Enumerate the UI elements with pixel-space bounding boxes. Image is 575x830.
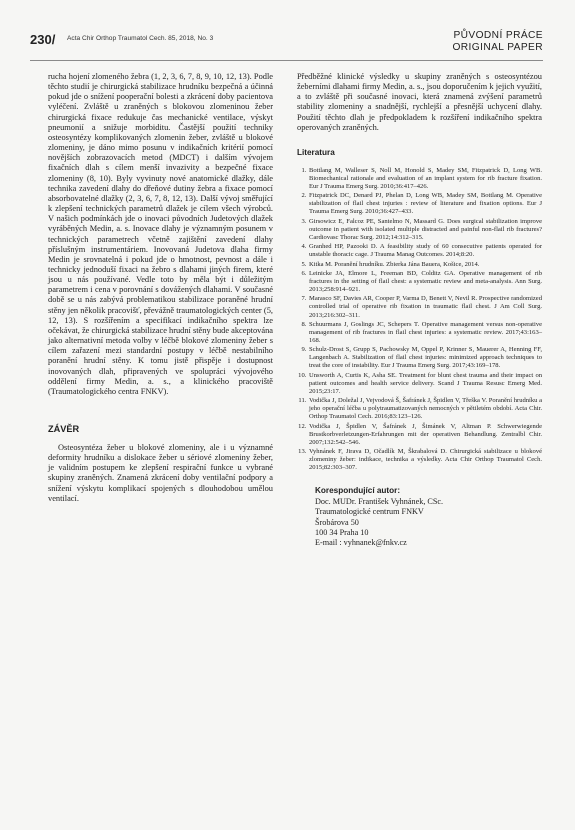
reference-item: 13. Vyhnánek F, Jirava D, Očadlík M, Škrabalová D. Chirurgická stabilizace u blokové zlomeniny žeber: indikace, technika a výsledky. Acta Chir Orthop Traumatol Cech. 2015;82:303–307.: [308, 448, 542, 472]
article-type-en: ORIGINAL PAPER: [452, 41, 543, 53]
conclusion-paragraph: Osteosyntéza žeber u blokové zlomeniny, ale i u významné deformity hrudníku a dislokace žeber u sériové zlomeniny žeber, je validním postupem ke zlepšení respirační funkce u vybrané skupiny zraněných. Znamená zkrácení doby ventilační podpory a snížení výskytu komplikací spojených s dlouhodobou umělou ventilací.: [48, 443, 273, 503]
institution: Traumatologické centrum FNKV: [315, 507, 424, 517]
reference-item: 6. Leinicke JA, Elmore L, Freeman BD, Colditz GA. Operative management of rib fractures in the setting of flail chest: a systematic review and meta-analysis. Ann Surg. 2013;258:914–921.: [308, 270, 542, 294]
correspondence-block: [315, 486, 542, 548]
article-type-cz: PŮVODNÍ PRÁCE: [453, 30, 543, 41]
conclusion-heading: ZÁVĚR: [48, 424, 80, 434]
page-header: [30, 30, 543, 61]
page-number: 230/: [30, 32, 56, 47]
email-address[interactable]: E-mail : vyhnanek@fnkv.cz: [315, 538, 407, 547]
postal-city: 100 34 Praha 10: [315, 527, 369, 537]
reference-item: 3. Girsowicz E, Falcoz PE, Santelmo N, Massard G. Does surgical stabilization improve outcome in patient with isolated multiple distracted and painful non-flail rib fractures? Cardiovasc Thorac Surg. 2012;14:312–315.: [308, 218, 542, 242]
reference-item: 4. Granhed HP, Pazooki D. A feasibility study of 60 consecutive patients operated for unstable thoracic cage. J Trauma Manag Outcomes. 2014;8:20.: [308, 243, 542, 259]
author-name: Doc. MUDr. František Vyhnánek, CSc.: [315, 497, 444, 507]
correspondence-heading: Korespondující autor:: [315, 486, 401, 496]
reference-list: [297, 167, 542, 472]
left-column: [48, 72, 273, 504]
journal-citation: Acta Chir Orthop Traumatol Cech. 85, 2018, No. 3: [67, 35, 214, 42]
reference-item: 5. Kitka M. Poranění hrudníku. Zbierka Jána Bauera, Košice, 2014.: [308, 261, 542, 269]
reference-item: 1. Bottlang M, Walleser S, Noll M, Honold S, Madey SM, Fitzpatrick D, Long WB. Biomechanical rationale and evaluation of an implant system for rib fracture fixation. Eur J Trauma Emerg Surg. 2010;36:417–426.: [308, 167, 542, 191]
reference-item: 2. Fitzpatrick DC, Denard PJ, Phelan D, Long WB, Madey SM, Bottlang M. Operative stabilization of flail chest injuries : review of literature and fixation options. Eur J Trauma Emerg Surg. 2010;36:427–433.: [308, 192, 542, 216]
reference-item: 8. Schuurmans J, Goslings JC, Schepers T. Operative management versus non-operative management of rib fractures in flail chest injuries: a systematic review. 2017;43:163–168.: [308, 321, 542, 345]
reference-item: 10. Unsworth A, Curtis K, Asha SE. Treatment for blunt chest trauma and their impact on patient outcomes and health service delivery. Scand J Trauma Resusc Emerg Med. 2015;23:17.: [308, 372, 542, 396]
right-column: [297, 72, 542, 548]
results-paragraph: Předběžné klinické výsledky u skupiny zraněných s osteosyntézou žeberními dlahami firmy Medin, a. s., jsou doporučením k jejich využití, a to zvláště při současné inovaci, která znamená zvýšení parametrů stability zlomeniny a snadnější, rychlejší a přesnější uchycení dlahy. Použití těchto dlah je předpokladem k rozšíření indikačního spektra operovaných zraněných.: [297, 72, 542, 132]
reference-item: 9. Schulz-Drost S, Grupp S, Pachowsky M, Oppel P, Krinner S, Mauerer A, Henning FF, Langenbach A. Stabilization of flail chest injuries: minimized approach techniques to treat the core of instability. Eur J Trauma Emerg Surg. 2017;43:169–178.: [308, 346, 542, 370]
reference-item: 11. Vodička J, Doležal J, Vejvodová Š, Šafránek J, Špidlen V, Třeška V. Poranění hrudníku a jeho operační léčba u polytraumatizovaných nemocných v pětiletém období. Acta Chir. Orthop Traumatol Cech. 2016;83:123–126.: [308, 397, 542, 421]
street-address: Šrobárova 50: [315, 517, 359, 527]
discussion-paragraph: rucha hojení zlomeného žebra (1, 2, 3, 6, 7, 8, 9, 10, 12, 13). Podle těchto studií je chirurgická stabilizace hrudníku bezpečná a účinná pokud jde o snížení pooperační bolesti a zkrácení doby pacientova vyléčení. Zvláště u zraněných s blokovou zlomeninou žeber chirurgická fixace redukuje čas mechanické ventilace, výskyt pneumonií a snižuje morbiditu. Častější použití techniky osteosyntézy komplikovaných zlomenin žeber, zvláště u blokové zlomeniny, je dáno mimo posunu v indikačních kritérií pomocí novějších zobrazovacích metod (MDCT) i dalším vývojem fixačních dlah s cílem menší invazivity a bezpečné fixace zlomeniny (8, 10). Byly vyvinuty nové anatomické dlažky, dále technika zavedení dlahy do dřeňové dutiny žebra a fixace pomocí absorbovatelné dlažky (2, 3, 6, 7, 8, 12, 13). Další vývoj směřující k zlepšení technických parametrů dlažek je cílem všech výrobců. V našich podmínkách jde o inovaci původních Judetových dlažek vyráběných Medin, a. s. Inovace dlahy je významným posunem v technických parametrech včetně zajištění zavedení dlahy příslušným instrumentáriem. Inovovaná Judetova dlaha firmy Medin je srovnatelná i pokud jde o hmotnost, pevnost a dále i technicky jednoduší fixaci na žebro s dlahami jiných firem, které jsou u nás používané. Vedle toto by měla být i důležitým parametrem i cena v porovnání s dovážených dlahami. V současné době se u nás zabývá problematikou stabilizace poraněné hrudní stěny jen několik pracovišť, převážně traumatologických center (5, 12, 13). S rozšířením a specifikací indikačního spektra lze očekávat, že chirurgická stabilizace hrudní stěny bude akceptována jako alternativní metoda volby v léčbě blokové zlomeniny žeber s cílem zařazení mezi standardní postupy v léčbě nestabilního poranění hrudní stěny. K tomu jistě přispěje i dostupnost inovovaných dlah, připravených ve spolupráci vývojového oddělení firmy Medin, a. s., a klinického pracoviště (Traumatologického centra FNKV).: [48, 72, 273, 396]
reference-item: 12. Vodička J, Špidlen V, Šafránek J, Šimánek V, Altman P. Schwerwiegende Brustkorbverletzungen-Erfahrungen mit der operativen Behandlung. Zentralbl Chir. 2007;132:542–546.: [308, 423, 542, 447]
reference-item: 7. Marasco SF, Davies AR, Cooper P, Varma D, Benett V, Nevil R. Prospective randomized controlled trial of operative rib fixation in traumatic flail chest. J Am Coll Surg. 2013;216:302–311.: [308, 295, 542, 319]
article-type: [452, 30, 543, 53]
literature-heading: Literatura: [297, 147, 335, 157]
